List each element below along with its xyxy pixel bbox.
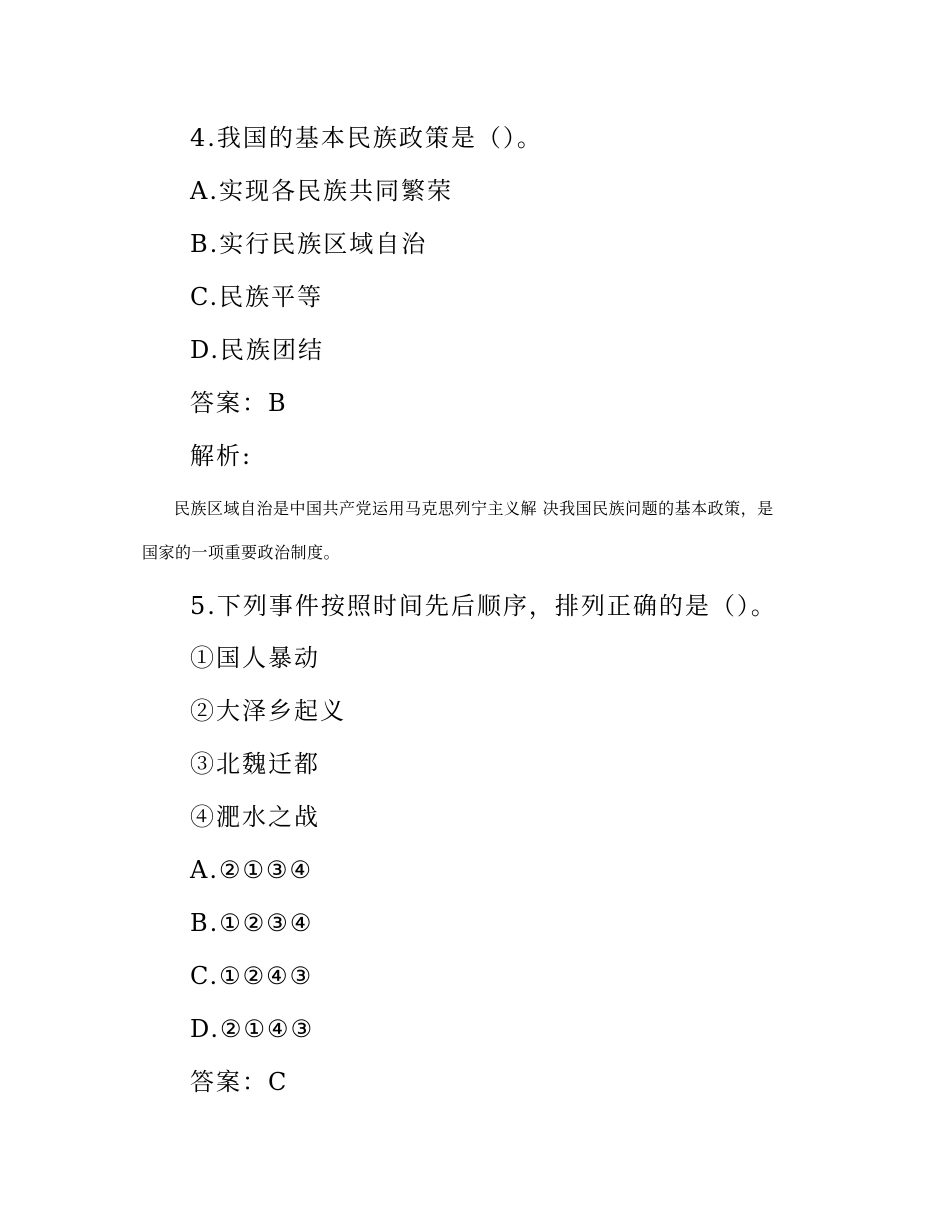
question-5-title: 5.下列事件按照时间先后顺序，排列正确的是（）。	[190, 592, 777, 620]
question-4-explanation-line-2: 国家的一项重要政治制度。	[142, 543, 341, 562]
question-5-answer: 答案：C	[190, 1068, 289, 1096]
question-5-event-1: ①国人暴动	[190, 644, 320, 672]
question-4-answer: 答案：B	[190, 389, 288, 417]
question-5-option-d: D.②①④③	[190, 1015, 315, 1043]
question-4-option-b: B.实行民族区域自治	[190, 230, 428, 258]
question-5-option-a: A.②①③④	[190, 856, 314, 884]
question-5-option-b: B.①②③④	[190, 909, 314, 937]
question-4-option-c: C.民族平等	[190, 283, 324, 311]
question-5-event-3: ③北魏迁都	[190, 750, 320, 778]
question-4-option-d: D.民族团结	[190, 336, 325, 364]
question-5-event-4: ④淝水之战	[190, 803, 320, 831]
question-5-option-c: C.①②④③	[190, 962, 314, 990]
question-4-explanation-line-1: 民族区域自治是中国共产党运用马克思列宁主义解 决我国民族问题的基本政策，是	[174, 499, 774, 518]
question-4-option-a: A.实现各民族共同繁荣	[190, 177, 453, 205]
question-5-event-2: ②大泽乡起义	[190, 697, 346, 725]
question-4-explanation-label: 解析:	[190, 442, 253, 470]
question-4-title: 4.我国的基本民族政策是（）。	[190, 124, 543, 152]
